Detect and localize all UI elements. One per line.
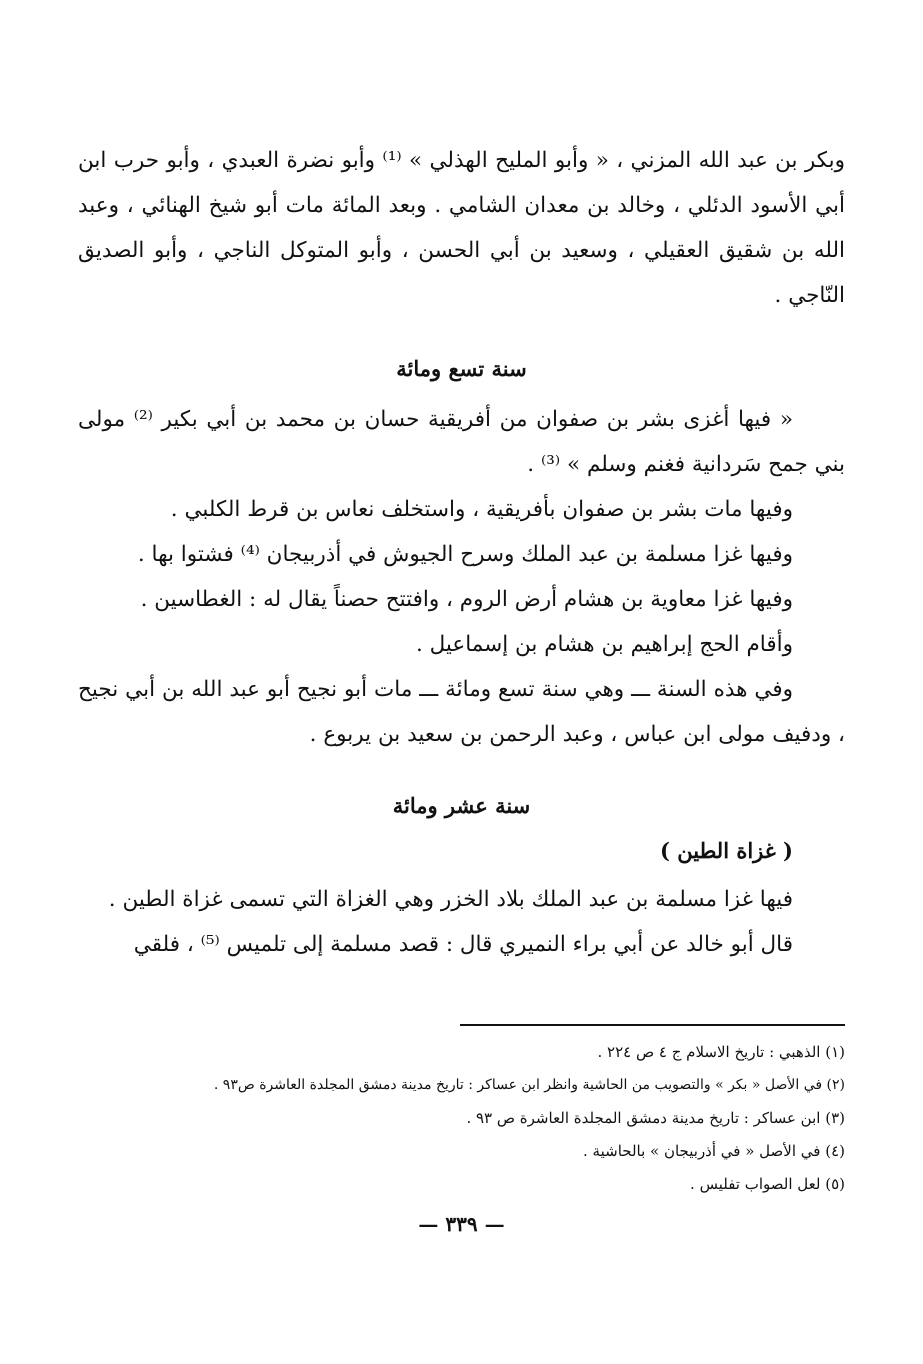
paragraph-109-3: وفيها غزا مسلمة بن عبد الملك وسرح الجيوش في أذربيجان ⁽⁴⁾ فشتوا بها . (137, 542, 793, 567)
paragraph-110-1: فيها غزا مسلمة بن عبد الملك بلاد الخزر وهي الغزاة التي تسمى غزاة الطين . (108, 887, 793, 912)
footnote-2: (٢) في الأصل « بكر » والتصويب من الحاشية وانظر ابن عساكر : تاريخ مدينة دمشق المجلدة العاشرة ص٩٣ . (213, 1077, 845, 1093)
footnote-separator (460, 1024, 845, 1026)
section-heading-109: سنة تسع ومائة (396, 356, 527, 381)
footnotes (60, 1036, 845, 1201)
footnote-1: (١) الذهبي : تاريخ الاسلام ج ٤ ص ٢٢٤ . (597, 1043, 845, 1061)
paragraph-109-4: وفيها غزا معاوية بن هشام أرض الروم ، وافتتح حصناً يقال له : الغطاسين . (140, 587, 793, 612)
paragraph-109-6: وفي هذه السنة ـــ وهي سنة تسع ومائة ـــ مات أبو نجيح أبو عبد الله بن أبي نجيح ، ودفيف مولى ابن عباس ، وعبد الرحمن بن سعيد بن يربوع . (78, 677, 845, 747)
main-text (78, 138, 845, 967)
page-number: — ٣٣٩ — (418, 1212, 505, 1236)
footnote-5: (٥) لعل الصواب تفليس . (690, 1175, 845, 1193)
paragraph-109-2: وفيها مات بشر بن صفوان بأفريقية ، واستخلف نعاس بن قرط الكلبي . (170, 497, 793, 522)
sub-heading-ghazat-al-tin: ( غزاة الطين ) (660, 838, 793, 863)
paragraph-109-1: « فيها أغزى بشر بن صفوان من أفريقية حسان بن محمد بن أبي بكير ⁽²⁾ مولى بني جمح سَردانية فغنم وسلم » ⁽³⁾ . (78, 407, 845, 477)
footnote-4: (٤) في الأصل « في أذربيجان » بالحاشية . (583, 1142, 845, 1160)
footnote-3: (٣) ابن عساكر : تاريخ مدينة دمشق المجلدة العاشرة ص ٩٣ . (466, 1109, 845, 1127)
section-heading-110: سنة عشر ومائة (392, 793, 531, 818)
paragraph-110-2: قال أبو خالد عن أبي براء النميري قال : قصد مسلمة إلى تلميس ⁽⁵⁾ ، فلقي (133, 932, 793, 957)
intro-paragraph: وبكر بن عبد الله المزني ، « وأبو المليح الهذلي » ⁽¹⁾ وأبو نضرة العبدي ، وأبو حرب ابن أبي الأسود الدئلي ، وخالد بن معدان الشامي . وبعد المائة مات أبو شيخ الهنائي ، وعبد الله بن شقيق العقيلي ، وسعيد بن أبي الحسن ، وأبو المتوكل الناجي ، وأبو الصديق النّاجي . (78, 148, 845, 308)
paragraph-109-5: وأقام الحج إبراهيم بن هشام بن إسماعيل . (415, 632, 793, 657)
